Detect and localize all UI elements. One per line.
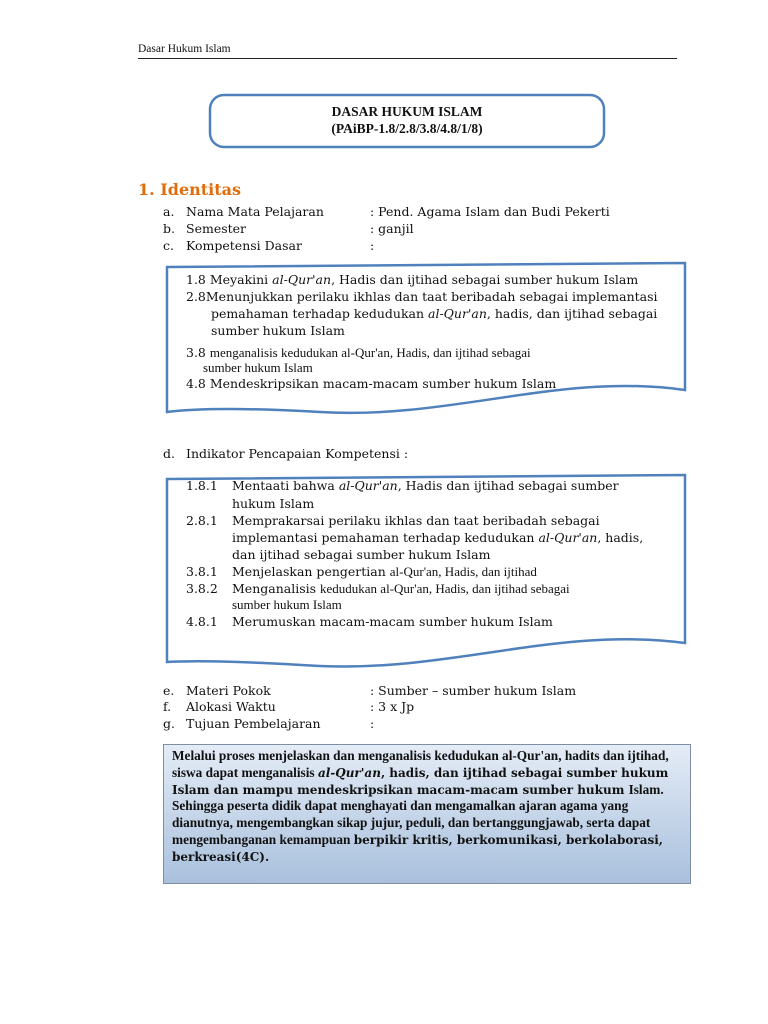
item-label: Alokasi Waktu — [186, 699, 276, 714]
item-value: : — [370, 716, 375, 731]
tujuan-text-4c: berpikir kritis, berkomunikasi, berkolaborasi, berkreasi(4C). — [172, 832, 663, 864]
item-value: : 3 x Jp — [370, 699, 415, 714]
kd-2-8: 2.8Menunjukkan perilaku ikhlas dan taat beribadah sebagai implemantasi — [186, 289, 658, 304]
item-label: Nama Mata Pelajaran — [186, 204, 324, 219]
indikator-text: Menjelaskan pengertian al-Qur'an, Hadis, dan ijtihad — [232, 564, 537, 579]
item-label: Materi Pokok — [186, 683, 271, 698]
indikator-number: 1.8.1 — [186, 478, 218, 493]
item-label: Kompetensi Dasar — [186, 238, 302, 253]
kd-2-8-cont2: sumber hukum Islam — [211, 323, 345, 338]
item-value: : — [370, 238, 375, 253]
kd-1-8: 1.8 Meyakini al-Qur'an, Hadis dan ijtihad sebagai sumber hukum Islam — [186, 272, 639, 287]
section-heading: 1. Identitas — [138, 180, 241, 199]
indikator-text: Memprakarsai perilaku ikhlas dan taat beribadah sebagai — [232, 513, 600, 528]
item-letter: a. — [163, 204, 175, 219]
indikator-text: sumber hukum Islam — [232, 597, 342, 612]
item-value: : Pend. Agama Islam dan Budi Pekerti — [370, 204, 610, 219]
indikator-number: 4.8.1 — [186, 614, 218, 629]
indikator-text: Menganalisis kedudukan al-Qur'an, Hadis, dan ijtihad sebagai — [232, 581, 570, 596]
indikator-number: 3.8.1 — [186, 564, 218, 579]
item-label: Tujuan Pembelajaran — [186, 716, 321, 731]
item-label: Indikator Pencapaian Kompetensi : — [186, 446, 409, 461]
tujuan-text: , hadis, dan ijtihad sebagai sumber hukum Islam dan mampu mendeskripsikan macam-macam sumber hukum — [172, 765, 669, 797]
indikator-text: dan ijtihad sebagai sumber hukum Islam — [232, 547, 491, 562]
tujuan-text: Islam. Sehingga peserta didik dapat menghayati dan mengamalkan ajaran agama yang dianutnya, mengembangkan sikap jujur, peduli, dan bertanggungjawab, serta dapat mengembanganan kemampuan — [172, 781, 664, 847]
item-letter: d. — [163, 446, 175, 461]
item-value: : ganjil — [370, 221, 414, 236]
kd-3-8-cont: sumber hukum Islam — [203, 360, 313, 375]
item-letter: b. — [163, 221, 175, 236]
item-letter: c. — [163, 238, 174, 253]
kd-3-8: 3.8 menganalisis kedudukan al-Qur'an, Hadis, dan ijtihad sebagai — [186, 345, 531, 360]
item-label: Semester — [186, 221, 247, 236]
title-line-1: DASAR HUKUM ISLAM — [331, 104, 483, 119]
title-line-2: (PAiBP-1.8/2.8/3.8/4.8/1/8) — [331, 121, 483, 136]
tujuan-text-italic: al-Qur'an — [317, 765, 381, 780]
running-header: Dasar Hukum Islam — [138, 43, 231, 55]
item-letter: e. — [163, 683, 175, 698]
item-letter: g. — [163, 716, 175, 731]
tujuan-box — [163, 744, 691, 884]
title-box — [210, 95, 604, 147]
item-letter: f. — [163, 699, 172, 714]
item-value: : Sumber – sumber hukum Islam — [370, 683, 577, 698]
indikator-number: 3.8.2 — [186, 581, 218, 596]
kd-4-8: 4.8 Mendeskripsikan macam-macam sumber hukum Islam — [186, 376, 557, 391]
kd-2-8-cont: pemahaman terhadap kedudukan al-Qur'an, hadis, dan ijtihad sebagai — [211, 306, 658, 321]
indikator-text: implemantasi pemahaman terhadap kedudukan al-Qur'an, hadis, — [232, 530, 644, 545]
indikator-text: hukum Islam — [232, 496, 315, 511]
indikator-number: 2.8.1 — [186, 513, 218, 528]
indikator-text: Merumuskan macam-macam sumber hukum Islam — [232, 614, 553, 629]
tujuan-text: Melalui proses menjelaskan dan menganalisis kedudukan al-Qur'an, hadits dan ijtihad, siswa dapat menganalisis — [172, 748, 669, 780]
indikator-text: Mentaati bahwa al-Qur'an, Hadis dan ijtihad sebagai sumber — [232, 478, 619, 493]
